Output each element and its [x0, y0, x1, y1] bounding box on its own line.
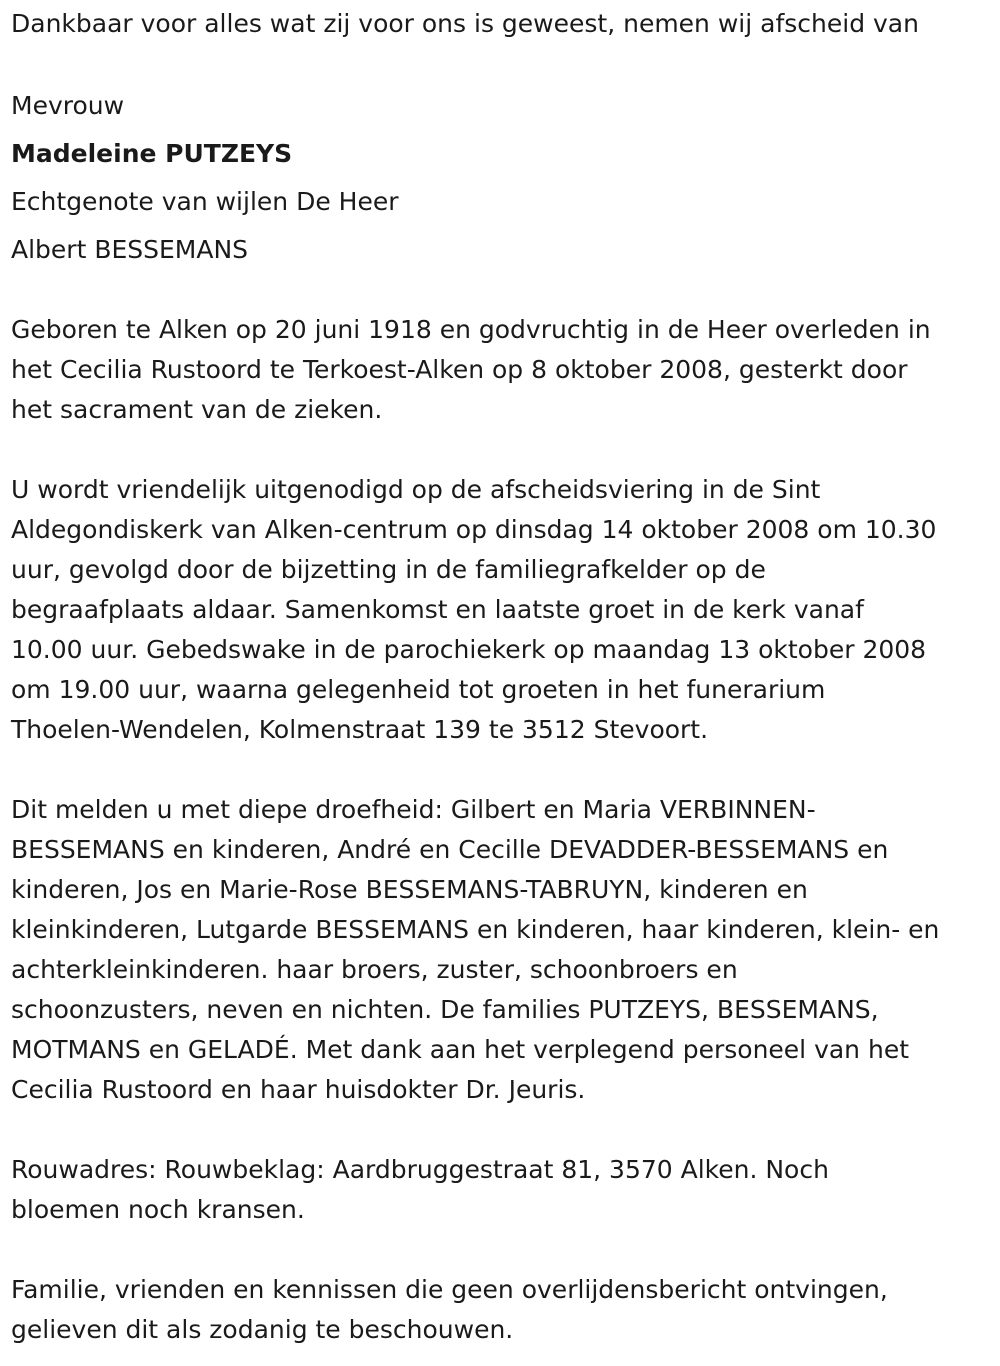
- paragraph-line: Cecilia Rustoord en haar huisdokter Dr. Jeuris.: [11, 1075, 586, 1104]
- paragraph-line: BESSEMANS en kinderen, André en Cecille DEVADDER-BESSEMANS en: [11, 835, 889, 864]
- paragraph-line: 10.00 uur. Gebedswake in de parochiekerk op maandag 13 oktober 2008: [11, 635, 927, 664]
- paragraph-line: om 19.00 uur, waarna gelegenheid tot groeten in het funerarium: [11, 675, 826, 704]
- paragraph-line: schoonzusters, neven en nichten. De families PUTZEYS, BESSEMANS,: [11, 995, 879, 1024]
- paragraph-line: het Cecilia Rustoord te Terkoest-Alken op 8 oktober 2008, gesterkt door: [11, 355, 908, 384]
- announcers-paragraph: [11, 790, 996, 1110]
- paragraph-line: het sacrament van de zieken.: [11, 395, 383, 424]
- deceased-name: Madeleine PUTZEYS: [11, 139, 293, 168]
- paragraph-line: Rouwadres: Rouwbeklag: Aardbruggestraat 81, 3570 Alken. Noch: [11, 1155, 829, 1184]
- paragraph-line: kleinkinderen, Lutgarde BESSEMANS en kinderen, haar kinderen, klein- en: [11, 915, 940, 944]
- paragraph-line: kinderen, Jos en Marie-Rose BESSEMANS-TABRUYN, kinderen en: [11, 875, 808, 904]
- intro-text: Dankbaar voor alles wat zij voor ons is geweest, nemen wij afscheid van: [11, 9, 919, 38]
- paragraph-line: Aldegondiskerk van Alken-centrum op dinsdag 14 oktober 2008 om 10.30: [11, 515, 937, 544]
- ceremony-paragraph: [11, 470, 996, 750]
- honorific: Mevrouw: [11, 91, 125, 120]
- paragraph-line: achterkleinkinderen. haar broers, zuster, schoonbroers en: [11, 955, 738, 984]
- paragraph-line: begraafplaats aldaar. Samenkomst en laatste groet in de kerk vanaf: [11, 595, 864, 624]
- birth-death-paragraph: [11, 310, 996, 430]
- closing-paragraph: [11, 1270, 996, 1350]
- paragraph-line: Geboren te Alken op 20 juni 1918 en godvruchtig in de Heer overleden in: [11, 315, 931, 344]
- paragraph-line: Thoelen-Wendelen, Kolmenstraat 139 te 3512 Stevoort.: [11, 715, 709, 744]
- paragraph-line: Dit melden u met diepe droefheid: Gilbert en Maria VERBINNEN-: [11, 795, 816, 824]
- paragraph-line: Familie, vrienden en kennissen die geen overlijdensbericht ontvingen,: [11, 1275, 888, 1304]
- spouse-line-1: Echtgenote van wijlen De Heer: [11, 187, 399, 216]
- spouse-line-2: Albert BESSEMANS: [11, 235, 249, 264]
- paragraph-line: gelieven dit als zodanig te beschouwen.: [11, 1315, 514, 1344]
- paragraph-line: bloemen noch kransen.: [11, 1195, 305, 1224]
- paragraph-line: U wordt vriendelijk uitgenodigd op de afscheidsviering in de Sint: [11, 475, 821, 504]
- paragraph-line: uur, gevolgd door de bijzetting in de familiegrafkelder op de: [11, 555, 766, 584]
- address-paragraph: [11, 1150, 996, 1230]
- paragraph-line: MOTMANS en GELADÉ. Met dank aan het verplegend personeel van het: [11, 1035, 909, 1064]
